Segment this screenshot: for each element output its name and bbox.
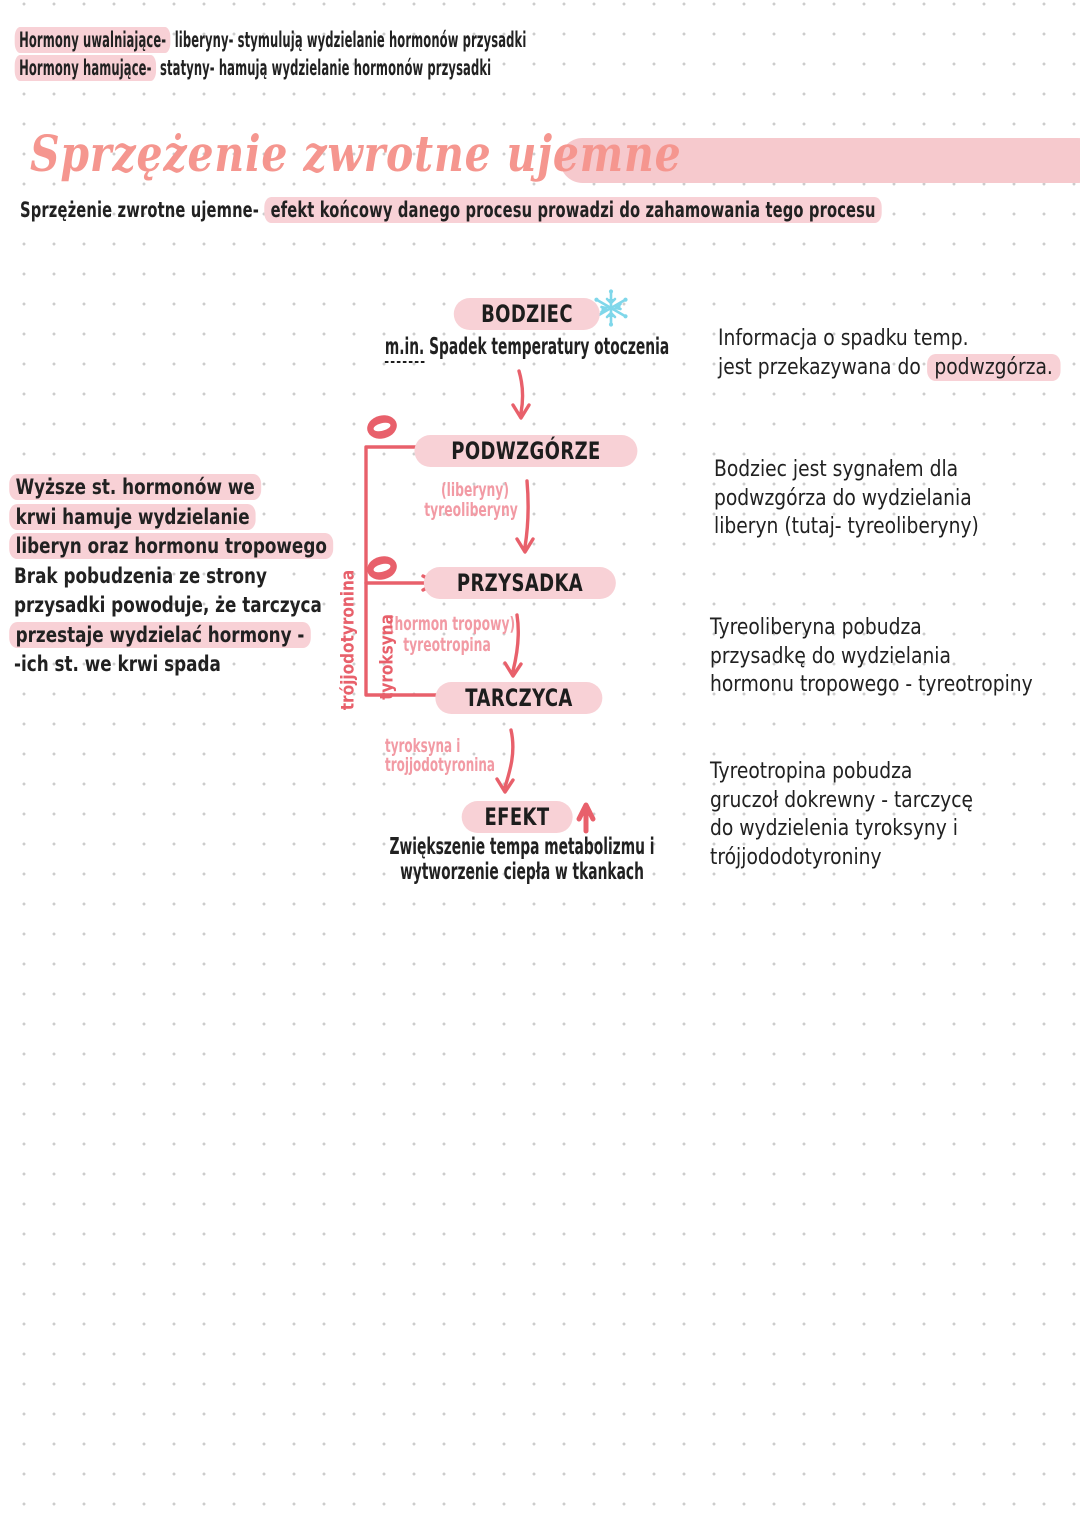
bodziec-subtitle: [385, 334, 669, 360]
node-tarczyca-label: TARCZYCA: [465, 684, 573, 712]
right-note-3: [710, 614, 1080, 700]
node-bodziec-label: BODZIEC: [481, 300, 573, 328]
node-podwzgorze-label: PODWZGÓRZE: [451, 437, 601, 465]
podwzgorze-hormone: tyreoliberyny: [424, 499, 518, 521]
przysadka-hormone-note: (hormon tropowy): [388, 613, 516, 635]
right-note-2-line-1: Bodziec jest sygnałem dla: [714, 457, 959, 482]
left-note-line-5: przysadki powoduje, że tarczyca: [14, 593, 322, 617]
node-tarczyca: [435, 682, 602, 714]
right-note-2-line-3: liberyn (tutaj- tyreoliberyny): [714, 514, 979, 539]
efekt-desc-line1: Zwiększenie tempa metabolizmu i: [389, 834, 655, 860]
page-title: Sprzężenie zwrotne ujemne: [30, 124, 682, 183]
przysadka-hormone: tyreotropina: [403, 634, 491, 656]
node-bodziec: [454, 298, 600, 330]
bodziec-subtitle-rest: Spadek temperatury otoczenia: [424, 334, 670, 360]
bodziec-subtitle-abbr: m.in.: [385, 334, 424, 363]
right-note-4: [710, 758, 1019, 872]
arrow-podwzgorze-to-przysadka: [517, 481, 533, 552]
right-note-3-line-3: hormonu tropowego - tyreotropiny: [710, 672, 1033, 697]
right-note-4-line-4: trójjododotyroniny: [710, 844, 882, 870]
header-line-1-highlight: Hormony uwalniające-: [15, 27, 171, 53]
header-line-2: [18, 55, 878, 82]
node-efekt-label: EFEKT: [484, 803, 550, 831]
header-line-2-highlight: Hormony hamujące-: [15, 55, 156, 81]
tarczyca-hormone-line2: trojjodotyronina: [385, 754, 495, 776]
podwzgorze-hormone-note: (liberyny): [441, 479, 509, 501]
node-podwzgorze: [414, 435, 637, 467]
left-note-line-1: Wyższe st. hormonów we: [9, 474, 261, 500]
header-line-2-rest: statyny- hamują wydzielanie hormonów przysadki: [155, 56, 492, 80]
arrow-bodziec-to-podwzgorze: [513, 371, 529, 418]
definition-prefix: Sprzężenie zwrotne ujemne-: [20, 198, 265, 222]
header-line-1-rest: liberyny- stymulują wydzielanie hormonów przysadki: [170, 28, 527, 52]
left-note: [14, 473, 413, 680]
right-note-1-line-2-highlight: podwzgórza.: [927, 354, 1061, 381]
header-line-1: [18, 27, 942, 54]
inhibition-icon-podwzgorze: [365, 412, 400, 442]
right-note-1: [718, 325, 1080, 382]
right-note-1-line-2-prefix: jest przekazywana do: [718, 354, 927, 380]
tarczyca-hormones: [385, 737, 560, 775]
definition-line: [20, 196, 1080, 224]
feedback-label-tyroksyna: tyroksyna: [376, 614, 398, 700]
tarczyca-hormone-line1: tyroksyna i: [385, 735, 461, 757]
right-note-1-line-1: Informacja o spadku temp.: [718, 326, 969, 351]
node-przysadka: [424, 567, 616, 599]
node-przysadka-label: PRZYSADKA: [456, 569, 584, 597]
left-note-line-3: liberyn oraz hormonu tropowego: [9, 533, 333, 559]
feedback-label-trojjodotyronina: trójjodotyronina: [337, 569, 359, 711]
left-note-line-6: przestaje wydzielać hormony -: [9, 622, 311, 648]
right-note-4-line-1: Tyreotropina pobudza: [710, 759, 913, 784]
right-note-2: [714, 456, 1026, 542]
node-efekt: [462, 801, 573, 833]
left-note-line-2: krwi hamuje wydzielanie: [9, 504, 256, 530]
snowflake-icon: [594, 289, 627, 326]
left-note-line-4: Brak pobudzenia ze strony: [14, 563, 267, 588]
definition-highlight: efekt końcowy danego procesu prowadzi do zahamowania tego procesu: [264, 197, 882, 223]
efekt-desc-line2: wytworzenie ciepła w tkankach: [400, 859, 644, 885]
right-note-4-line-2: gruczoł dokrewny - tarczycę: [710, 787, 974, 813]
right-note-2-line-2: podwzgórza do wydzielania: [714, 485, 972, 511]
right-note-3-line-1: Tyreoliberyna pobudza: [710, 615, 922, 640]
increase-arrow-icon: [579, 805, 593, 831]
left-note-line-7: -ich st. we krwi spada: [14, 652, 221, 676]
right-note-3-line-2: przysadkę do wydzielania: [710, 643, 951, 669]
right-note-4-line-3: do wydzielenia tyroksyny i: [710, 816, 958, 841]
right-note-1-line-2: [718, 354, 1061, 383]
